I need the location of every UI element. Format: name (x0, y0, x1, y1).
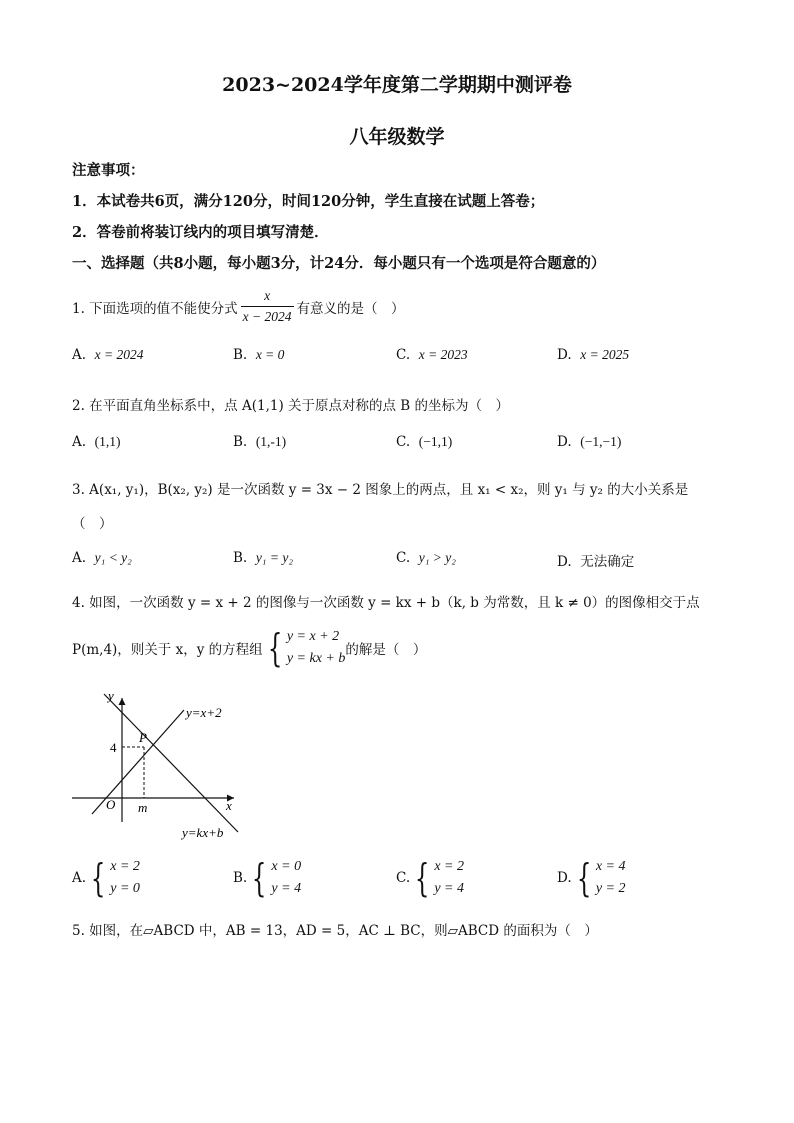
q3-option-d[interactable]: D. 无法确定 (557, 554, 635, 570)
q4-option-b[interactable]: B. { x = 0 y = 4 (233, 856, 302, 900)
y-tick-label: 4 (110, 740, 117, 755)
q2-option-d[interactable]: D. (−1,−1) (557, 434, 622, 450)
q4-option-c[interactable]: C. { x = 2 y = 4 (396, 856, 464, 900)
line2-label: y=kx+b (182, 825, 224, 840)
question-1-fraction (241, 288, 294, 325)
q1-option-b[interactable]: B. x = 0 (233, 347, 285, 363)
origin-label: O (106, 797, 116, 812)
line1-label: y=x+2 (186, 705, 222, 720)
question-4-pre: P(m,4)，则关于 x，y 的方程组 (72, 642, 263, 658)
page-title: 2023~2024学年度第二学期期中测评卷 (222, 74, 572, 96)
q2-option-c[interactable]: C. (−1,1) (396, 434, 453, 450)
q1-option-a[interactable]: A. x = 2024 (72, 347, 144, 363)
question-1-tail: 有意义的是（ ） (296, 300, 405, 317)
question-4: 4. 如图，一次函数 y = x + 2 的图像与一次函数 y = kx + b（k, b 为常数，且 k ≠ 0）的图像相交于点 (72, 595, 700, 611)
q4-figure (68, 686, 248, 842)
question-4-line2 (72, 626, 426, 670)
fraction-denominator: x − 2024 (242, 309, 292, 324)
question-3: 3. A(x₁, y₁)，B(x₂, y₂) 是一次函数 y = 3x − 2 图象上的两点，且 x₁ < x₂，则 y₁ 与 y₂ 的大小关系是 (72, 482, 689, 498)
q2-option-a[interactable]: A. (1,1) (72, 434, 121, 450)
brace-icon: { (90, 856, 106, 900)
q3-option-b[interactable]: B. y₁ = y₂ (233, 550, 294, 566)
system-eq-1: y = x + 2 (286, 629, 340, 644)
q1-option-c[interactable]: C. x = 2023 (396, 347, 468, 363)
question-4-system (263, 626, 346, 670)
q2-option-b[interactable]: B. (1,-1) (233, 434, 287, 450)
brace-icon: { (576, 856, 591, 900)
fraction-numerator: x (241, 288, 294, 307)
x-axis-label: x (226, 798, 232, 813)
q4-option-a[interactable]: A. { x = 2 y = 0 (72, 856, 140, 900)
question-2: 2. 在平面直角坐标系中，点 A(1,1) 关于原点对称的点 B 的坐标为（ ） (72, 398, 510, 414)
notes-heading: 注意事项： (72, 162, 145, 179)
q3-option-c[interactable]: C. y₁ > y₂ (396, 550, 456, 566)
notes-item-2: 2．答卷前将装订线内的项目填写清楚． (72, 224, 329, 241)
brace-icon: { (252, 856, 267, 900)
notes-item-1: 1．本试卷共6页，满分120分，时间120分钟，学生直接在试题上答卷； (72, 193, 545, 210)
brace-icon: { (414, 856, 430, 900)
question-4-post: 的解是（ ） (345, 642, 427, 658)
page-subtitle: 八年级数学 (349, 126, 445, 148)
q1-option-d[interactable]: D. x = 2025 (557, 347, 630, 363)
q4-option-d[interactable]: D. { x = 4 y = 2 (557, 856, 626, 900)
x-tick-label: m (138, 800, 148, 815)
question-3-cont: （ ） (72, 516, 113, 532)
question-5: 5. 如图，在▱ABCD 中，AB = 13，AD = 5，AC ⊥ BC，则▱ABCD 的面积为（ ） (72, 923, 598, 939)
brace-icon: { (267, 626, 282, 670)
section-heading: 一、选择题（共8小题，每小题3分，计24分．每小题只有一个选项是符合题意的） (72, 255, 606, 272)
question-1 (72, 288, 405, 325)
system-eq-2: y = kx + b (286, 651, 346, 666)
point-p-label: P (139, 730, 147, 745)
y-axis-label: y (108, 688, 114, 703)
q3-option-a[interactable]: A. y₁ < y₂ (72, 550, 132, 566)
question-1-text: 1. 下面选项的值不能使分式 (72, 300, 238, 317)
